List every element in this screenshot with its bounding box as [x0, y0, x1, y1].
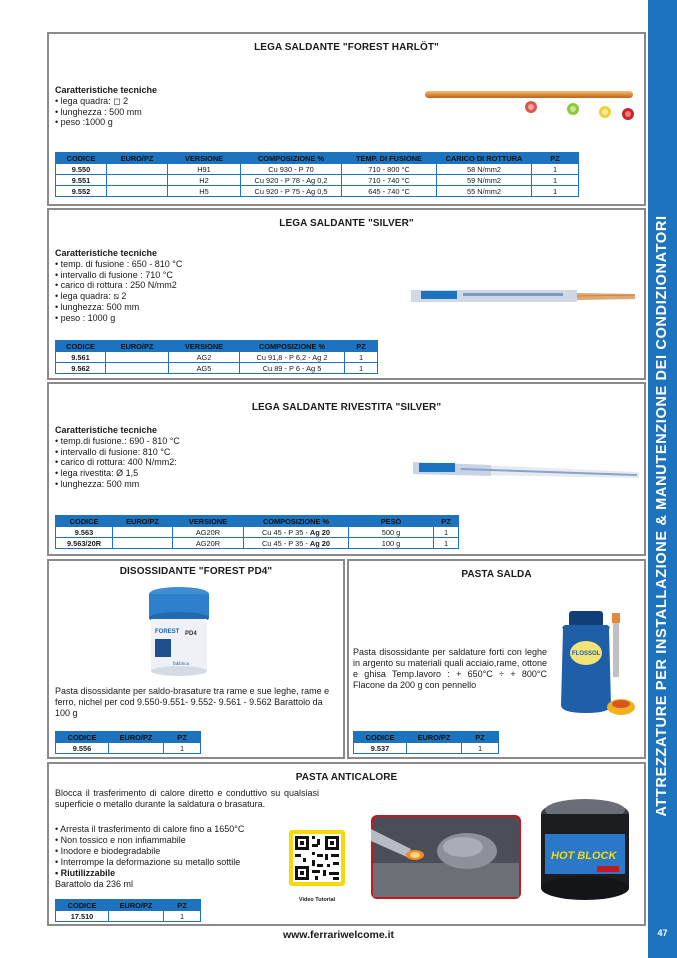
- col-header: VERSIONE: [169, 341, 240, 352]
- cell-price: [109, 911, 164, 922]
- col-header: CODICE: [56, 341, 106, 352]
- spec-item: • lega quadra: ⧅ 2: [55, 291, 127, 302]
- table-row: [56, 911, 201, 922]
- product-table: [55, 899, 201, 922]
- coated-rods-image: [411, 454, 641, 490]
- table-header-row: [56, 900, 201, 911]
- cell-breaking: 58 N/mm2: [437, 164, 532, 175]
- product-table: [55, 340, 378, 374]
- jar-label-pd4: PD4: [185, 631, 197, 637]
- col-header: EURO/PZ: [109, 732, 164, 743]
- col-header: PESO: [349, 516, 434, 527]
- cell-version: AG20R: [173, 538, 244, 549]
- cell-price: [113, 538, 173, 549]
- cell-code: 17.510: [56, 911, 109, 922]
- section-title: LEGA SALDANTE RIVESTITA "SILVER": [251, 402, 442, 413]
- cell-price: [107, 164, 168, 175]
- cell-qty: 1: [532, 186, 579, 197]
- col-header: CARICO DI ROTTURA: [437, 153, 532, 164]
- cell-qty: 1: [164, 911, 201, 922]
- section-title: LEGA SALDANTE "SILVER": [279, 218, 414, 229]
- cell-code: 9.537: [354, 743, 407, 754]
- jar-brand: fabbrica: [173, 661, 190, 666]
- feature-item: • Arresta il trasferimento di calore fino a 1650°C: [55, 824, 245, 834]
- cell-qty: 1: [434, 538, 459, 549]
- product-table: [353, 731, 499, 754]
- table-row: [56, 527, 459, 538]
- feature-item: • Interrompe la deformazione su metallo sottile: [55, 857, 241, 867]
- spec-list: [55, 248, 182, 324]
- table-header-row: [56, 516, 459, 527]
- feature-item-bold: • Riutilizzabile: [55, 868, 116, 878]
- spec-heading: Caratteristiche tecniche: [55, 425, 158, 435]
- jar-label-forest: FOREST: [155, 629, 180, 635]
- table-row: [56, 352, 378, 363]
- cell-qty: 1: [164, 743, 201, 754]
- table-row: [56, 743, 201, 754]
- col-header: COMPOSIZIONE %: [241, 153, 342, 164]
- spec-item: • lunghezza: 500 mm: [55, 478, 140, 489]
- col-header: PZ: [164, 732, 201, 743]
- video-tutorial-label: Video Tutorial: [298, 897, 336, 903]
- cell-qty: 1: [345, 352, 378, 363]
- col-header: EURO/PZ: [106, 341, 169, 352]
- cell-composition: Cu 89 - P 6 - Ag 5: [240, 363, 345, 374]
- silver-rods-image: [407, 280, 637, 320]
- cell-qty: 1: [462, 743, 499, 754]
- col-header: EURO/PZ: [107, 153, 168, 164]
- spec-item: • intervallo di fusione : 710 °C: [55, 269, 173, 280]
- product-table: [55, 731, 201, 754]
- table-row: [56, 164, 579, 175]
- spec-item: • peso : 1000 g: [55, 312, 116, 323]
- spec-heading: Caratteristiche tecniche: [55, 85, 158, 95]
- package-note: Barattolo da 236 ml: [55, 879, 134, 889]
- cell-code: 9.550: [56, 164, 107, 175]
- product-description: Pasta disossidante per saldature forti con leghe in argento su materiali quali acciaio,rame, ottone e ghisa Temp.lavoro : + 650°C ÷ + 800°C Flacone da 200 g con pennello: [353, 647, 547, 690]
- spec-heading: Caratteristiche tecniche: [55, 248, 158, 258]
- cell-melting: 710 - 800 °C: [342, 164, 437, 175]
- footer-website-link[interactable]: www.ferrariwelcome.it: [282, 929, 395, 941]
- cell-breaking: 55 N/mm2: [437, 186, 532, 197]
- composition-text: Cu 45 - P 35 -: [261, 527, 310, 537]
- cell-melting: 645 - 740 °C: [342, 186, 437, 197]
- spec-item: • carico di rottura : 250 N/mm2: [55, 280, 177, 291]
- spec-item: • carico di rottura: 400 N/mm2:: [55, 457, 177, 468]
- cell-code: 9.562: [56, 363, 106, 374]
- spec-list: [55, 425, 180, 490]
- cell-weight: 100 g: [349, 538, 434, 549]
- feature-item: • Non tossico e non infiammabile: [55, 835, 186, 845]
- spec-list: [55, 85, 157, 128]
- section-forest-harlot: [47, 32, 646, 206]
- cell-qty: 1: [434, 527, 459, 538]
- col-header: EURO/PZ: [113, 516, 173, 527]
- composition-silver: Ag 20: [309, 527, 331, 537]
- cell-price: [107, 175, 168, 186]
- col-header: TEMP. DI FUSIONE: [342, 153, 437, 164]
- cell-composition: [244, 527, 349, 538]
- section-title: PASTA SALDA: [461, 569, 532, 580]
- section-title: DISOSSIDANTE "FOREST PD4": [119, 566, 273, 577]
- cell-code: 9.561: [56, 352, 106, 363]
- cell-qty: 1: [532, 175, 579, 186]
- table-header-row: [354, 732, 499, 743]
- section-title: LEGA SALDANTE "FOREST HARLÖT": [254, 42, 439, 53]
- composition-silver: Ag 20: [309, 538, 331, 548]
- sidebar-title: ATTREZZATURE PER INSTALLAZIONE & MANUTENZIONE DEI CONDIZIONATORI: [654, 215, 670, 817]
- section-title: PASTA ANTICALORE: [295, 772, 398, 783]
- col-header: PZ: [345, 341, 378, 352]
- spec-item: • temp. di fusione : 650 - 810 °C: [55, 258, 183, 269]
- cell-composition: Cu 930 - P 70: [241, 164, 342, 175]
- qr-code[interactable]: [289, 830, 345, 886]
- cell-code: 9.551: [56, 175, 107, 186]
- torch-photo: [371, 815, 521, 899]
- table-header-row: [56, 732, 201, 743]
- col-header: COMPOSIZIONE %: [240, 341, 345, 352]
- spec-item: • intervallo di fusione: 810 °C: [55, 446, 171, 457]
- cell-price: [109, 743, 164, 754]
- cell-composition: Cu 920 - P 78 - Ag 0,2: [241, 175, 342, 186]
- spec-item: • peso :1000 g: [55, 117, 113, 128]
- col-header: PZ: [532, 153, 579, 164]
- col-header: CODICE: [56, 153, 107, 164]
- cell-composition: Cu 920 - P 75 - Ag 0,5: [241, 186, 342, 197]
- table-header-row: [56, 341, 378, 352]
- section-pd4: [47, 559, 345, 759]
- spec-item: • lunghezza: 500 mm: [55, 301, 140, 312]
- hot-block-jar-image: [535, 794, 635, 904]
- col-header: CODICE: [56, 516, 113, 527]
- col-header: PZ: [164, 900, 201, 911]
- cell-price: [407, 743, 462, 754]
- table-row: [56, 175, 579, 186]
- page-number: 47: [657, 928, 668, 938]
- cell-price: [106, 363, 169, 374]
- section-anticalore: [47, 762, 646, 926]
- col-header: EURO/PZ: [109, 900, 164, 911]
- pd4-jar-image: [145, 585, 213, 677]
- table-row: [56, 363, 378, 374]
- product-table: [55, 515, 459, 549]
- product-intro: Blocca il trasferimento di calore diretto e conduttivo su qualsiasi superficie o metallo durante la saldatura o brasatura.: [55, 788, 319, 809]
- composition-text: Cu 45 - P 35 -: [261, 538, 310, 548]
- product-table: [55, 152, 579, 197]
- bottle-label: FLOSSOL: [572, 651, 601, 657]
- cell-melting: 710 - 740 °C: [342, 175, 437, 186]
- spec-item: • lunghezza : 500 mm: [55, 106, 142, 117]
- cell-version: H5: [168, 186, 241, 197]
- cell-price: [113, 527, 173, 538]
- jar-label-hot-block: HOT BLOCK: [551, 850, 617, 862]
- cell-code: 9.552: [56, 186, 107, 197]
- col-header: CODICE: [56, 732, 109, 743]
- feature-item: • Inodore e biodegradabile: [55, 846, 161, 856]
- brazing-rod-image: [421, 80, 641, 150]
- table-row: [56, 186, 579, 197]
- cell-version: AG5: [169, 363, 240, 374]
- section-silver: [47, 208, 646, 380]
- spec-item: • lega rivestita: Ø 1,5: [55, 468, 139, 479]
- spec-item: • lega quadra: ◻ 2: [55, 95, 129, 106]
- cell-version: AG20R: [173, 527, 244, 538]
- cell-composition: [244, 538, 349, 549]
- cell-price: [107, 186, 168, 197]
- col-header: PZ: [462, 732, 499, 743]
- table-header-row: [56, 153, 579, 164]
- cell-code: 9.563: [56, 527, 113, 538]
- table-row: [56, 538, 459, 549]
- cell-price: [106, 352, 169, 363]
- cell-version: H2: [168, 175, 241, 186]
- col-header: VERSIONE: [173, 516, 244, 527]
- cell-version: H91: [168, 164, 241, 175]
- col-header: COMPOSIZIONE %: [244, 516, 349, 527]
- cell-qty: 1: [345, 363, 378, 374]
- section-rivestita: [47, 382, 646, 556]
- cell-weight: 500 g: [349, 527, 434, 538]
- spec-item: • temp.di fusione.: 690 - 810 °C: [55, 435, 180, 446]
- cell-version: AG2: [169, 352, 240, 363]
- product-description: Pasta disossidante per saldo-brasature tra rame e sue leghe, rame e ferro, nichel per cod 9.550-9.551- 9.552- 9.561 - 9.562 Barattolo da 100 g: [55, 686, 330, 718]
- cell-qty: 1: [532, 164, 579, 175]
- col-header: VERSIONE: [168, 153, 241, 164]
- cell-breaking: 59 N/mm2: [437, 175, 532, 186]
- flossol-bottle-image: [549, 605, 637, 720]
- col-header: EURO/PZ: [407, 732, 462, 743]
- section-pasta-salda: [347, 559, 646, 759]
- table-row: [354, 743, 499, 754]
- col-header: PZ: [434, 516, 459, 527]
- col-header: CODICE: [354, 732, 407, 743]
- cell-code: 9.556: [56, 743, 109, 754]
- cell-composition: Cu 91,8 - P 6,2 - Ag 2: [240, 352, 345, 363]
- cell-code: 9.563/20R: [56, 538, 113, 549]
- col-header: CODICE: [56, 900, 109, 911]
